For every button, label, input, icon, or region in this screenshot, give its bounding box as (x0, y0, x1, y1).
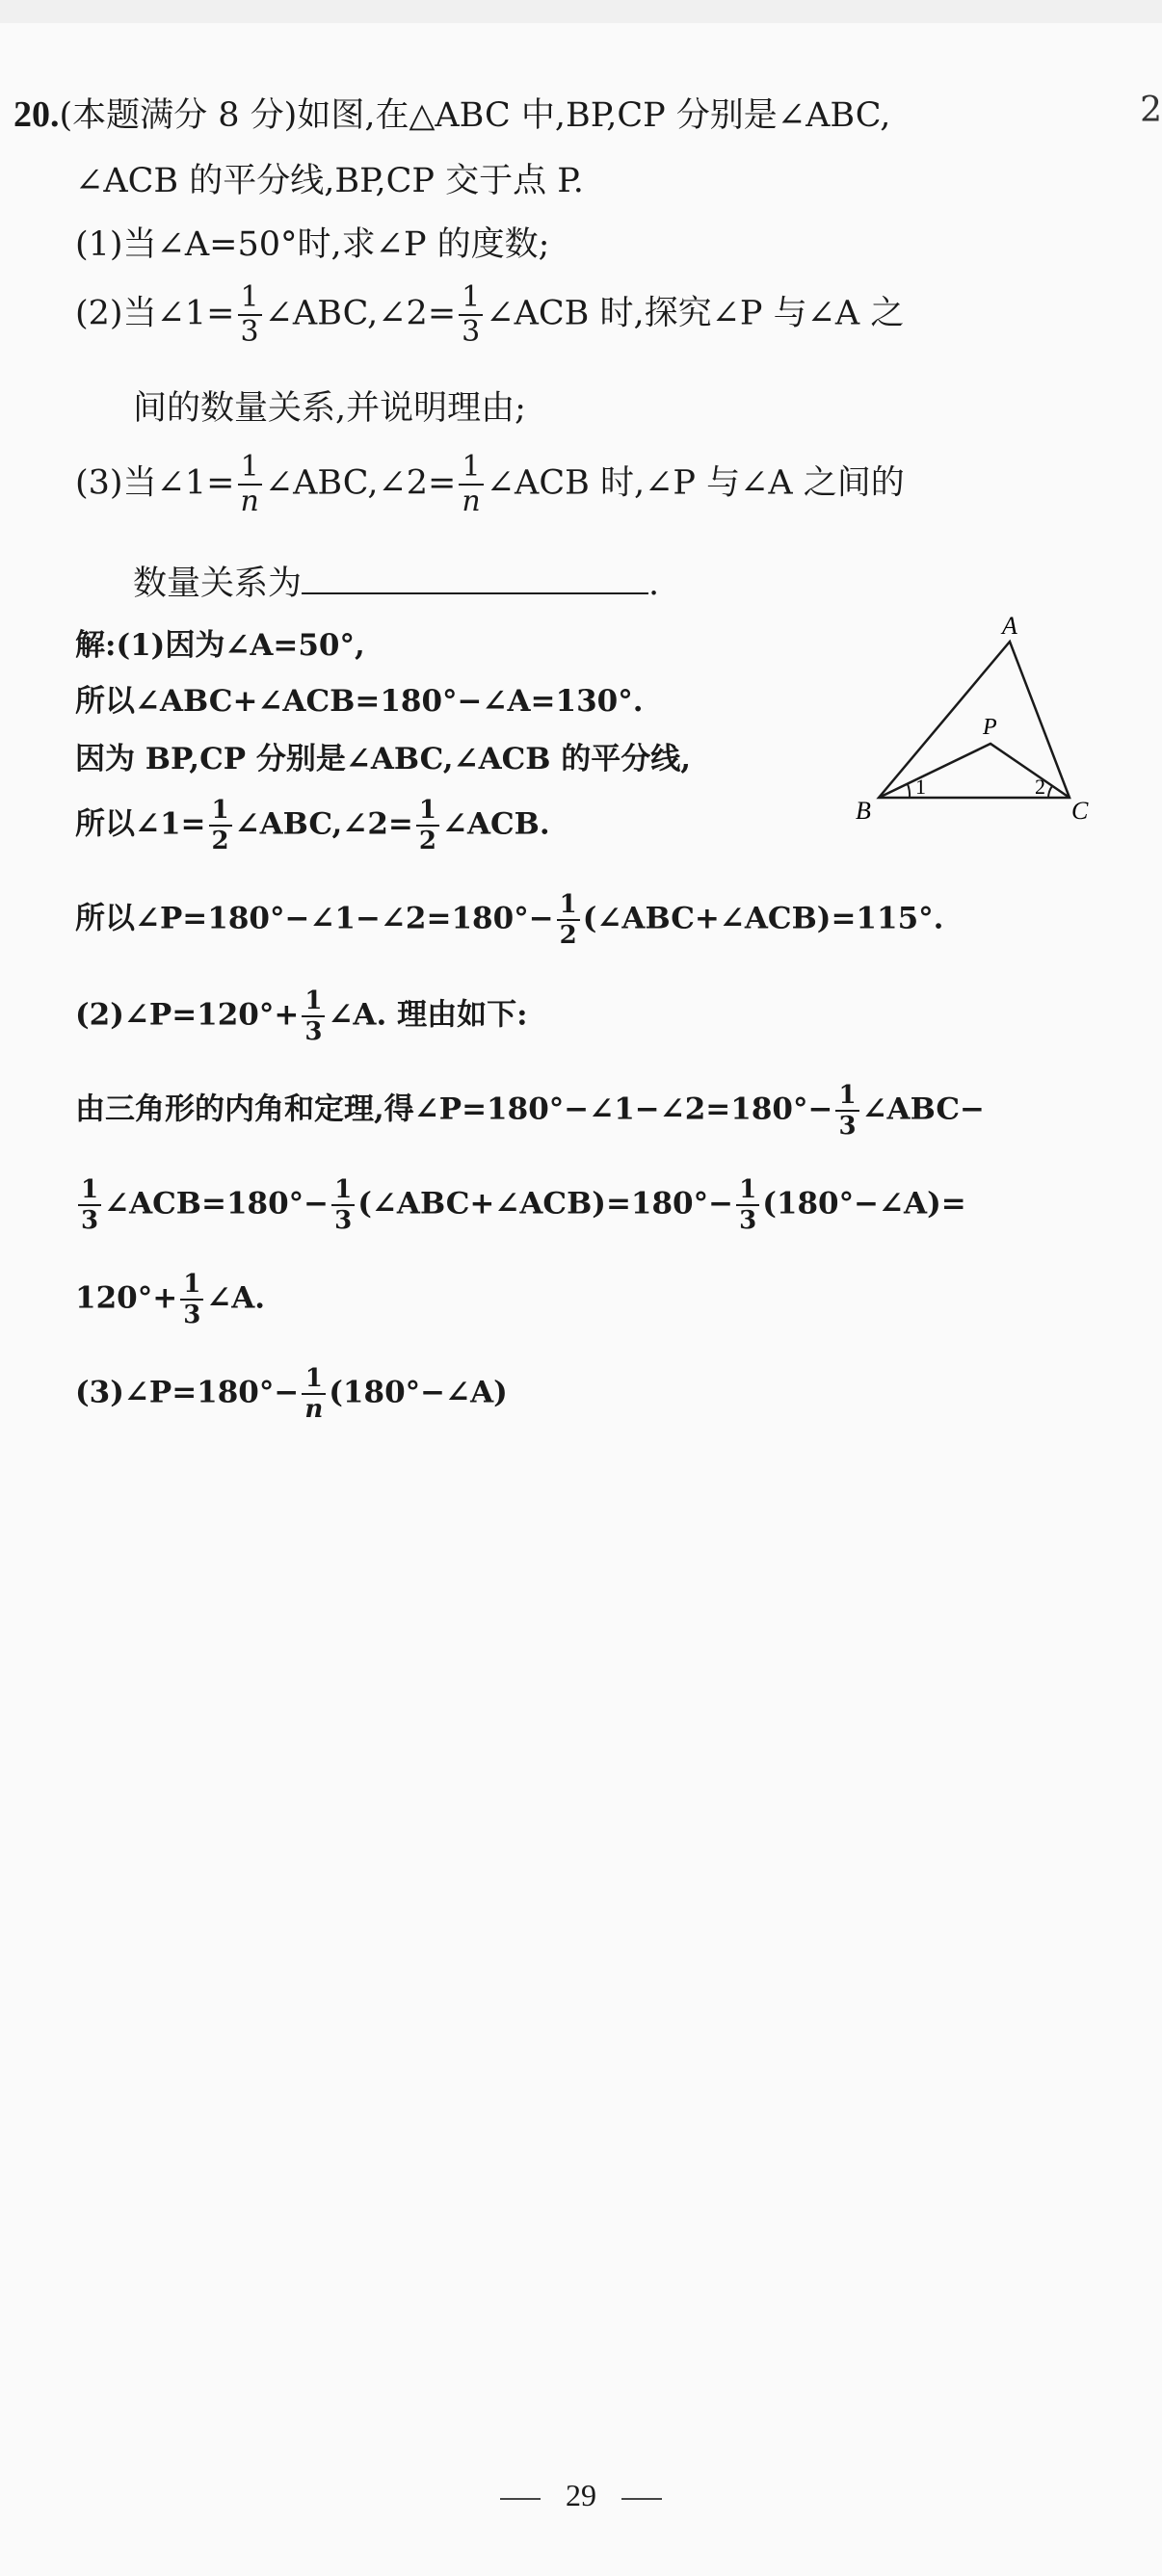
part2-angle-abc: ∠ABC,∠2= (264, 294, 457, 333)
part3-prefix: (3)当∠1= (75, 463, 235, 503)
solution-line-8: $\frac{1}{3}$ ∠ACB=180°− $\frac{1}{3}$ (∠ABC+∠ACB)=180°− $\frac{1}{3}$ (180°−∠A)= (75, 1175, 966, 1235)
fraction-one-half: $\frac{1}{2}$ (416, 796, 439, 855)
label-angle-2: 2 (1035, 775, 1045, 799)
problem-part-3-continued: 数量关系为 . (133, 565, 660, 603)
fraction-one-third: $\frac{1}{3}$ (180, 1270, 203, 1329)
problem-part-2 (75, 281, 904, 349)
fraction-one-third: $\frac{1}{3}$ (238, 281, 262, 349)
solution-line-5: 所以∠P=180°−∠1−∠2=180°− $\frac{1}{2}$ (∠ABC+∠ACB)=115°. (75, 890, 944, 950)
problem-part-3 (75, 451, 905, 518)
label-a: A (1002, 615, 1017, 640)
part2-question: ∠ACB 时,探究∠P 与∠A 之 (486, 294, 905, 333)
solution-line-2: 所以∠ABC+∠ACB=180°−∠A=130°. (75, 684, 644, 719)
solution-line-1: 解:(1)因为∠A=50°, (75, 628, 365, 663)
problem-intro: (本题满分 8 分)如图,在△ABC 中,BP,CP 分别是∠ABC, (59, 96, 891, 135)
fraction-one-third: $\frac{1}{3}$ (302, 986, 325, 1046)
angle-2-arc (1048, 786, 1052, 798)
fraction-one-third: $\frac{1}{3}$ (459, 281, 483, 349)
part3-angle-abc: ∠ABC,∠2= (264, 463, 457, 503)
problem-number: 20. (13, 94, 60, 135)
fraction-one-third: $\frac{1}{3}$ (835, 1081, 858, 1141)
problem-line-2: ∠ACB 的平分线,BP,CP 交于点 P. (75, 162, 584, 200)
solution-line-7: 由三角形的内角和定理,得∠P=180°−∠1−∠2=180°− $\frac{1}{3}$ ∠ABC− (75, 1081, 986, 1141)
solution-line-4: 所以∠1= $\frac{1}{2}$ ∠ABC,∠2= $\frac{1}{2}$ ∠ACB. (75, 796, 550, 855)
solution-line-9: 120°+ $\frac{1}{3}$ ∠A. (75, 1270, 266, 1329)
fraction-one-half: $\frac{1}{2}$ (209, 796, 232, 855)
page-footer (0, 2478, 1162, 2513)
footer-dash-left (500, 2498, 541, 2500)
label-p: P (983, 715, 997, 740)
solution-line-3: 因为 BP,CP 分别是∠ABC,∠ACB 的平分线, (75, 742, 692, 776)
scan-top-band (0, 0, 1162, 23)
footer-dash-right (621, 2498, 662, 2500)
triangle-diagram (848, 615, 1098, 827)
solution-line-6: (2)∠P=120°+ $\frac{1}{3}$ ∠A. 理由如下: (75, 986, 528, 1046)
label-b: B (856, 797, 871, 825)
solution-line-10: (3)∠P=180°− $\frac{1}{n}$ (180°−∠A) (75, 1364, 508, 1424)
part3-text: 数量关系为 (133, 565, 303, 603)
part2-prefix: (2)当∠1= (75, 294, 235, 333)
fraction-one-over-n: $\frac{1}{n}$ (459, 451, 483, 518)
next-column-edge-text: 2 (1140, 91, 1162, 130)
label-c: C (1071, 797, 1089, 825)
fraction-one-third: $\frac{1}{3}$ (78, 1175, 101, 1235)
problem-part-1: (1)当∠A=50°时,求∠P 的度数; (75, 225, 550, 264)
part3-question: ∠ACB 时,∠P 与∠A 之间的 (486, 463, 905, 503)
angle-1-arc (908, 784, 910, 798)
fraction-one-third: $\frac{1}{3}$ (736, 1175, 759, 1235)
label-angle-1: 1 (915, 775, 926, 799)
problem-part-2-continued: 间的数量关系,并说明理由; (133, 389, 526, 428)
fraction-one-over-n: $\frac{1}{n}$ (238, 451, 262, 518)
problem-line-1 (13, 89, 890, 137)
page-number: 29 (566, 2478, 596, 2512)
answer-blank (302, 565, 648, 594)
fraction-one-over-n: $\frac{1}{n}$ (302, 1364, 326, 1424)
fraction-one-half: $\frac{1}{2}$ (557, 890, 580, 950)
fraction-one-third: $\frac{1}{3}$ (331, 1175, 355, 1235)
